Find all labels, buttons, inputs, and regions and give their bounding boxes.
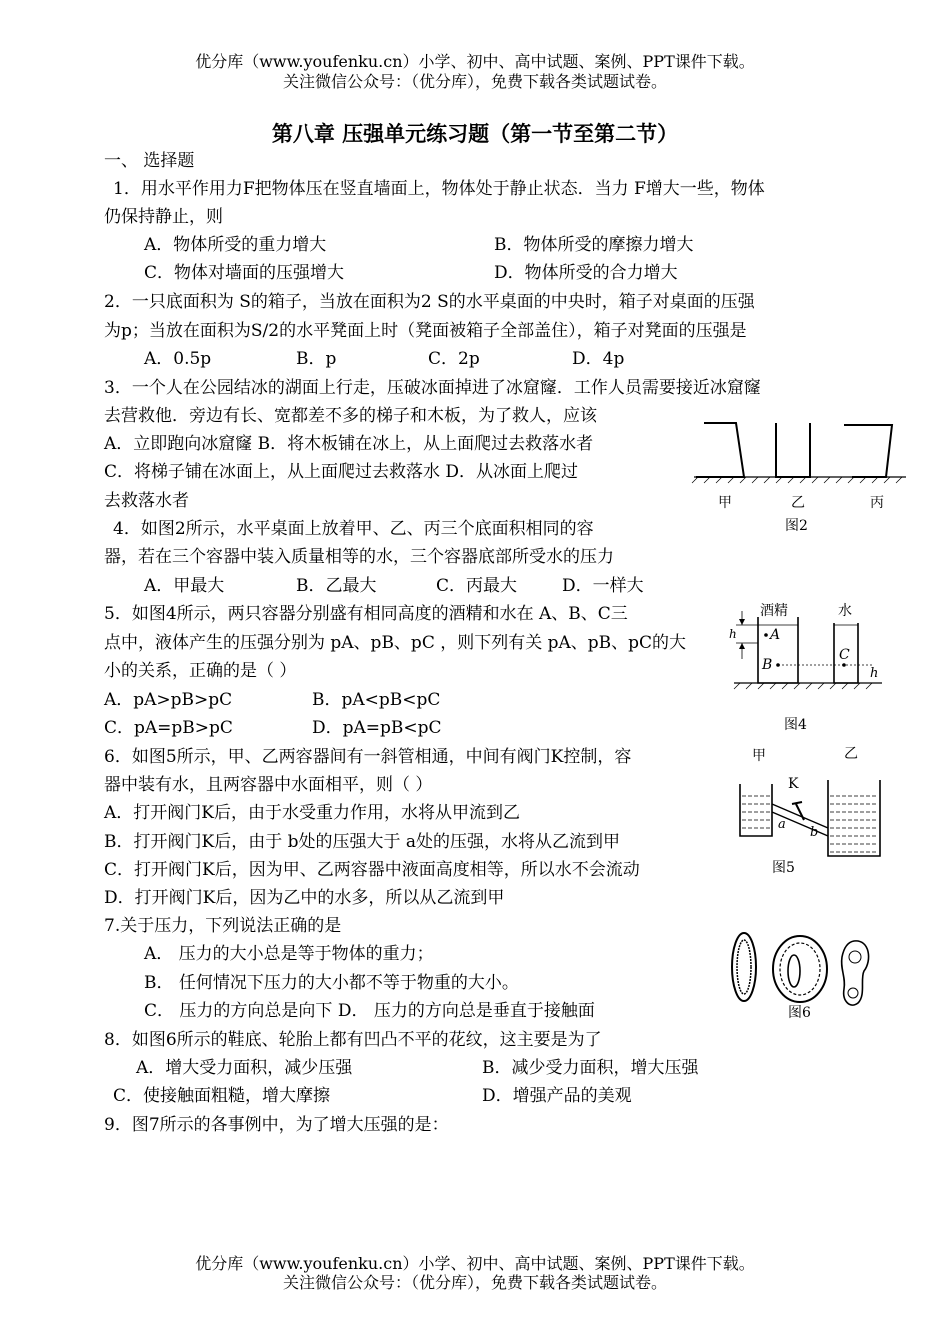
q4-option-d: D．一样大 [562, 576, 644, 596]
fig5-caption: 图5 [772, 860, 795, 876]
q4-option-b: B．乙最大 [296, 576, 377, 596]
figure-5-connected-vessels [732, 740, 892, 880]
fig2-label-bing: 丙 [870, 495, 884, 511]
q4-option-c: C．丙最大 [436, 576, 518, 596]
fig4-point-a: A [770, 627, 781, 643]
q3-stem-1: 3．一个人在公园结冰的湖面上行走，压破冰面掉进了冰窟窿．工作人员需要接近冰窟窿 [104, 378, 761, 398]
fig4-label-water: 水 [838, 603, 852, 619]
figure-4-liquids [722, 603, 902, 738]
figure-2-containers [690, 415, 920, 540]
q9-stem: 9．图7所示的各事例中，为了增大压强的是： [104, 1115, 449, 1135]
page-title: 第八章 压强单元练习题（第一节至第二节） [271, 121, 679, 146]
container-yi [776, 423, 810, 477]
fig4-h-right: h [870, 666, 879, 681]
q2-option-c: C．2p [428, 349, 480, 369]
figure-6-treads [724, 925, 884, 1025]
q1-option-c: C．物体对墙面的压强增大 [144, 263, 345, 283]
fig4-label-alcohol: 酒精 [760, 603, 788, 619]
q3-stem-2: 去营救他．旁边有长、宽都差不多的梯子和木板，为了救人，应该 [104, 406, 597, 426]
footer-line-1: 优分库（www.youfenku.cn）小学、初中、高中试题、案例、PPT课件下载。 [195, 1254, 755, 1273]
fig4-h-top: h [729, 627, 737, 641]
q5-option-a: A．pA>pB>pC [104, 690, 233, 710]
q6-option-c: C．打开阀门K后，因为甲、乙两容器中液面高度相等，所以水不会流动 [104, 860, 640, 880]
q5-stem-2: 点中，液体产生的压强分别为 pA、pB、pC ，则下列有关 pA、pB、pC的大 [104, 633, 687, 653]
section-heading: 一、 选择题 [104, 151, 195, 171]
q3-option-cd: C．将梯子铺在冰面上，从上面爬过去救落水 D．从冰面上爬过 [104, 462, 579, 482]
fig5-label-yi: 乙 [844, 746, 858, 762]
q5-option-d: D．pA=pB<pC [312, 718, 442, 738]
fig2-label-jia: 甲 [718, 495, 732, 511]
fig2-caption: 图2 [785, 518, 808, 534]
fig4-point-c: C [839, 647, 850, 663]
q5-stem-3: 小的关系，正确的是（ ） [104, 661, 297, 681]
container-jia [696, 423, 744, 477]
fig5-label-a: a [778, 817, 786, 832]
fig5-label-b: b [810, 825, 819, 840]
q4-option-a: A．甲最大 [144, 576, 225, 596]
q2-option-d: D．4p [572, 349, 625, 369]
q8-option-c: C．使接触面粗糙，增大摩擦 [113, 1086, 331, 1106]
shoe-sole-icon [842, 941, 869, 1005]
q5-option-c: C．pA=pB>pC [104, 718, 233, 738]
q1-stem-2: 仍保持静止，则 [104, 207, 223, 227]
tire-side-icon [732, 933, 756, 1001]
q6-stem-1: 6．如图5所示，甲、乙两容器间有一斜管相通，中间有阀门K控制，容 [104, 747, 632, 767]
fig4-caption: 图4 [784, 717, 807, 733]
fig5-label-jia: 甲 [752, 748, 766, 764]
q8-option-b: B．减少受力面积，增大压强 [482, 1058, 699, 1078]
header-line-2: 关注微信公众号：（优分库），免费下载各类试题试卷。 [282, 72, 667, 91]
q2-option-b: B．p [296, 349, 337, 369]
q8-stem: 8．如图6所示的鞋底、轮胎上都有凹凸不平的花纹，这主要是为了 [104, 1030, 602, 1050]
q7-option-b: B． 任何情况下压力的大小都不等于物重的大小。 [144, 973, 519, 993]
q4-stem-2: 器，若在三个容器中装入质量相等的水，三个容器底部所受水的压力 [104, 547, 614, 567]
footer-line-2: 关注微信公众号：（优分库），免费下载各类试题试卷。 [282, 1273, 667, 1292]
q1-option-b: B．物体所受的摩擦力增大 [494, 235, 694, 255]
q7-option-a: A． 压力的大小总是等于物体的重力； [144, 944, 434, 964]
q1-option-d: D．物体所受的合力增大 [494, 263, 678, 283]
q5-option-b: B．pA<pB<pC [312, 690, 441, 710]
q7-stem: 7.关于压力，下列说法正确的是 [104, 916, 342, 936]
q6-option-d: D．打开阀门K后，因为乙中的水多，所以从乙流到甲 [104, 888, 505, 908]
q4-stem-1: 4．如图2所示，水平桌面上放着甲、乙、丙三个底面积相同的容 [113, 519, 594, 539]
q6-option-b: B．打开阀门K后，由于 b处的压强大于 a处的压强，水将从乙流到甲 [104, 832, 621, 852]
q5-stem-1: 5．如图4所示，两只容器分别盛有相同高度的酒精和水在 A、B、C三 [104, 604, 628, 624]
q6-option-a: A．打开阀门K后，由于水受重力作用，水将从甲流到乙 [104, 803, 520, 823]
q3-option-d-cont: 去救落水者 [104, 491, 189, 511]
q6-stem-2: 器中装有水，且两容器中水面相平，则（ ） [104, 775, 433, 795]
q1-stem-1: 1．用水平作用力F把物体压在竖直墙面上，物体处于静止状态．当力 F增大一些，物体 [113, 179, 765, 199]
q8-option-d: D．增强产品的美观 [482, 1086, 632, 1106]
q2-option-a: A．0.5p [144, 349, 212, 369]
container-bing [844, 425, 892, 477]
fig5-label-k: K [788, 776, 799, 792]
fig4-point-b: B [762, 657, 773, 673]
q3-option-ab: A．立即跑向冰窟窿 B．将木板铺在冰上，从上面爬过去救落水者 [104, 434, 594, 454]
q2-stem-2: 为p；当放在面积为S/2的水平凳面上时（凳面被箱子全部盖住），箱子对凳面的压强是 [104, 321, 747, 341]
q1-option-a: A．物体所受的重力增大 [144, 235, 327, 255]
fig2-label-yi: 乙 [791, 495, 805, 511]
q8-option-a: A．增大受力面积，减少压强 [136, 1058, 353, 1078]
header-line-1: 优分库（www.youfenku.cn）小学、初中、高中试题、案例、PPT课件下载。 [195, 52, 755, 71]
q7-option-cd: C． 压力的方向总是向下 D． 压力的方向总是垂直于接触面 [144, 1001, 595, 1021]
q2-stem-1: 2．一只底面积为 S的箱子，当放在面积为2 S的水平桌面的中央时，箱子对桌面的压强 [104, 292, 755, 312]
fig6-caption: 图6 [788, 1005, 811, 1021]
